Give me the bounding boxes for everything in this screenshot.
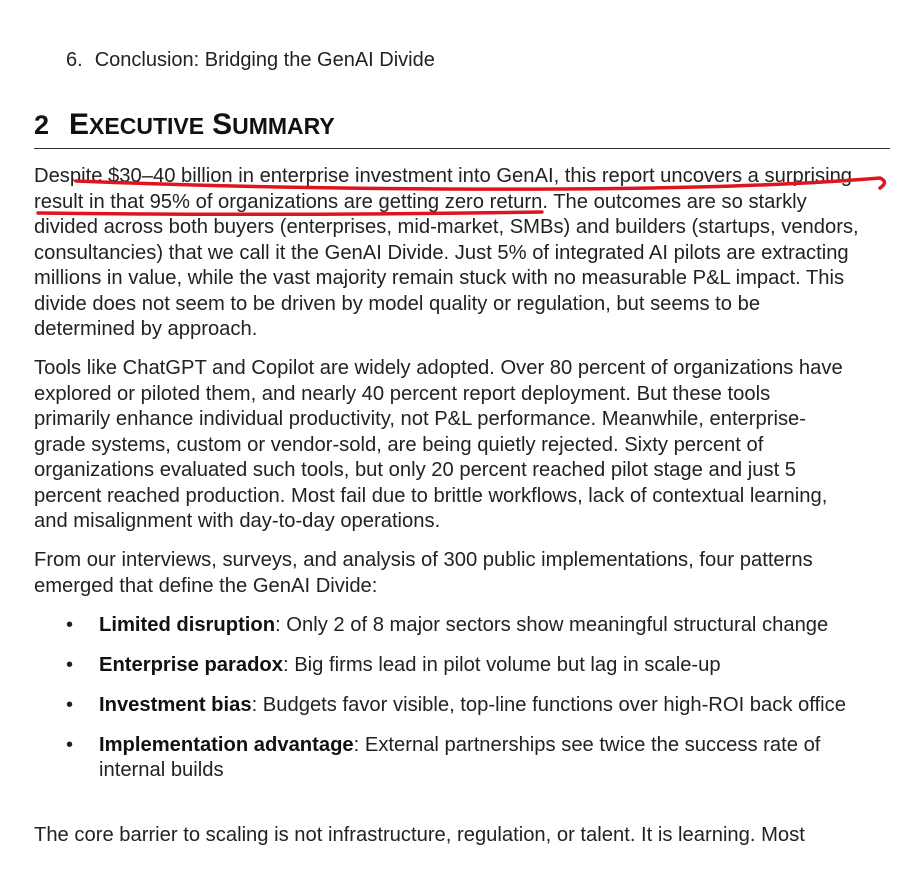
section-title-cap-s: S: [212, 108, 233, 141]
bullet-item: [66, 613, 886, 638]
section-number: 2: [34, 110, 50, 140]
bullet-dot: •: [66, 694, 74, 716]
bullet-line: [99, 613, 886, 638]
bullet-term: Implementation advantage: [99, 734, 354, 756]
bullet-text: : Budgets favor visible, top-line functions over high-ROI back office: [251, 694, 846, 716]
paragraph-line: Despite $30–40 billion in enterprise investment into GenAI, this report uncovers a surprising: [34, 165, 853, 187]
bullet-text: : External partnerships see twice the success rate of: [353, 734, 821, 756]
section-title-word-executive: [69, 108, 205, 141]
bullet-text: : Big firms lead in pilot volume but lag in scale-up: [283, 654, 721, 676]
paragraph-line: grade systems, custom or vendor-sold, are being quietly rejected. Sixty percent of: [34, 433, 764, 456]
toc-item-text: Conclusion: Bridging the GenAI Divide: [94, 49, 435, 71]
paragraph-line: From our interviews, surveys, and analysis of 300 public implementations, four patterns: [34, 549, 813, 571]
paragraph-line: explored or piloted them, and nearly 40 percent report deployment. But these tools: [34, 382, 771, 405]
paragraph-line: and misalignment with day-to-day operations.: [34, 510, 441, 532]
bullet-dot: •: [66, 614, 74, 636]
bullet-item: [66, 733, 886, 783]
paragraph-line: emerged that define the GenAI Divide:: [34, 574, 378, 597]
bullet-line: [99, 693, 886, 718]
section-heading: [34, 108, 890, 149]
bullet-line: [99, 733, 886, 758]
paragraph-intro: [34, 164, 890, 343]
paragraph-line: determined by approach.: [34, 318, 258, 340]
section-title-cap-e: E: [69, 108, 90, 141]
bullet-dot: •: [66, 734, 74, 756]
bullet-dot: •: [66, 654, 74, 676]
paragraph-line: Tools like ChatGPT and Copilot are widely adopted. Over 80 percent of organizations have: [34, 357, 843, 379]
paragraph-line: organizations evaluated such tools, but only 20 percent reached pilot stage and just 5: [34, 459, 797, 481]
patterns-bullet-list: [66, 613, 886, 798]
paragraph-line: The core barrier to scaling is not infrastructure, regulation, or talent. It is learning. Most: [34, 824, 805, 846]
bullet-line: [99, 653, 886, 678]
toc-item-number: 6.: [66, 49, 83, 71]
bullet-term: Investment bias: [99, 694, 252, 716]
paragraph-line: percent reached production. Most fail due to brittle workflows, lack of contextual learning,: [34, 484, 828, 507]
section-title-rest-summary: UMMARY: [232, 113, 335, 139]
paragraph-line: primarily enhance individual productivity, not P&L performance. Meanwhile, enterprise-: [34, 408, 806, 430]
paragraph-line: divided across both buyers (enterprises, mid-market, SMBs) and builders (startups, vendors,: [34, 216, 859, 238]
paragraph-line: millions in value, while the vast majority remain stuck with no measurable P&L impact. This: [34, 267, 845, 289]
paragraph-patterns: [34, 548, 890, 599]
toc-item-conclusion: [66, 48, 435, 72]
paragraph-line: result in that 95% of organizations are getting zero return. The outcomes are so starkly: [34, 190, 807, 213]
section-title-word-summary: [212, 108, 335, 141]
section-title-rest-executive: XECUTIVE: [89, 113, 205, 139]
bullet-text: : Only 2 of 8 major sectors show meaningful structural change: [275, 614, 829, 636]
paragraph-core-barrier: [34, 823, 890, 849]
paragraph-line: consultancies) that we call it the GenAI Divide. Just 5% of integrated AI pilots are extracting: [34, 241, 849, 264]
bullet-item: [66, 693, 886, 718]
bullet-item: [66, 653, 886, 678]
paragraph-line: divide does not seem to be driven by model quality or regulation, but seems to be: [34, 292, 761, 315]
paragraph-tools: [34, 356, 890, 535]
bullet-term: Limited disruption: [99, 614, 276, 636]
bullet-term: Enterprise paradox: [99, 654, 283, 676]
bullet-line: internal builds: [99, 759, 224, 781]
